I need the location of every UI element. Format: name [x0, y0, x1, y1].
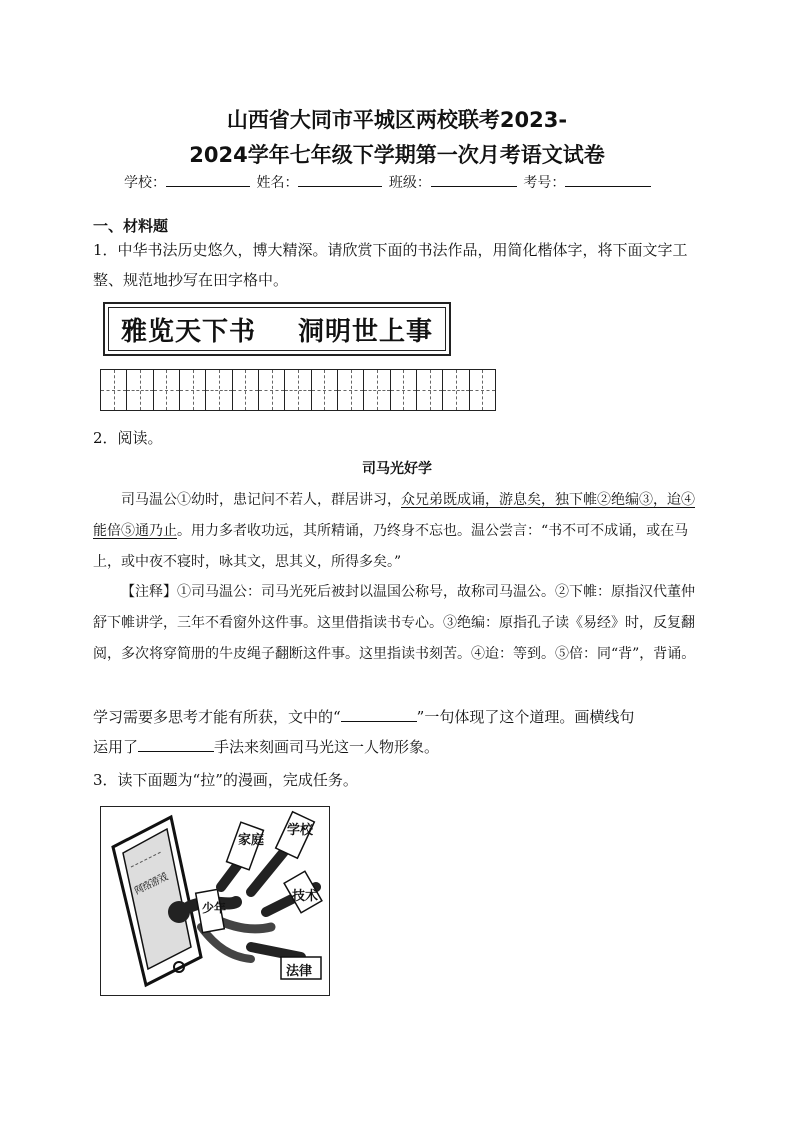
school-blank[interactable] [166, 172, 250, 187]
cartoon-label-school: 学校 [287, 823, 314, 838]
tianzige-cell[interactable] [417, 370, 443, 410]
tianzige-cell[interactable] [154, 370, 180, 410]
cartoon-label-youth: 少年 [202, 901, 227, 915]
calligraphy-left: 雅览天下书 [121, 316, 257, 347]
name-label: 姓名： [256, 175, 299, 191]
tianzige-cell[interactable] [101, 370, 127, 410]
q2-question-part-b: ”一句体现了这个道理。画横线句 [416, 708, 635, 726]
cartoon-label-law: 法律 [286, 964, 313, 979]
tianzige-cell[interactable] [180, 370, 206, 410]
section-heading: 一、材料题 [93, 217, 169, 235]
exam-number-label: 考号： [523, 175, 566, 191]
q2-question [93, 702, 701, 762]
q2-answer-blank-1[interactable] [341, 706, 417, 722]
class-label: 班级： [388, 175, 431, 191]
class-blank[interactable] [431, 172, 517, 187]
passage-underlined-sentence: 众兄弟既成诵，游息矣，独下帷②绝编③，迨④能倍⑤通乃止 [93, 492, 695, 539]
q2-question-part-d: 手法来刻画司马光这一人物形象。 [214, 738, 440, 756]
q2-label: 2．阅读。 [93, 429, 163, 447]
calligraphy-image [103, 302, 451, 356]
tianzige-cell[interactable] [285, 370, 311, 410]
cartoon-phone-screen-text: 网络游戏 [133, 872, 171, 898]
q2-answer-blank-2[interactable] [138, 736, 214, 752]
tianzige-grid[interactable] [100, 369, 496, 411]
tianzige-cell[interactable] [338, 370, 364, 410]
page-title-line2: 2024学年七年级下学期第一次月考语文试卷 [189, 143, 605, 167]
exam-number-blank[interactable] [565, 172, 651, 187]
passage-notes: 【注释】①司马温公：司马光死后被封以温国公称号，故称司马温公。②下帷：原指汉代董仲舒下帷讲学，三年不看窗外这件事。这里借指读书专心。③绝编：原指孔子读《易经》时，反复翻阅，多次将穿简册的牛皮绳子翻断这件事。这里指读书刻苦。④迨：等到。⑤倍：同“背”，背诵。 [93, 584, 696, 662]
q3-text: 3．读下面题为“拉”的漫画，完成任务。 [93, 771, 358, 789]
passage-text-a: 司马温公①幼时，患记问不若人，群居讲习， [121, 492, 401, 508]
school-label: 学校： [124, 175, 166, 191]
passage-text-b: 。用力多者收功远，其所精诵，乃终身不忘也。温公尝言：“书不可不成诵，或在马上，或中夜不寝时，咏其文，思其义，所得多矣。” [93, 523, 689, 570]
q2-question-part-a: 学习需要多思考才能有所获，文中的“ [93, 708, 341, 726]
calligraphy-right: 洞明世上事 [297, 316, 433, 347]
tianzige-cell[interactable] [443, 370, 469, 410]
tianzige-cell[interactable] [206, 370, 232, 410]
page-title-line1: 山西省大同市平城区两校联考2023- [226, 108, 568, 132]
cartoon-image [100, 806, 330, 996]
tianzige-cell[interactable] [233, 370, 259, 410]
q1-text: 1．中华书法历史悠久，博大精深。请欣赏下面的书法作品，用简化楷体字，将下面文字工整、规范地抄写在田字格中。 [93, 241, 688, 289]
q2-question-part-c: 运用了 [93, 738, 139, 756]
tianzige-cell[interactable] [470, 370, 495, 410]
tianzige-cell[interactable] [312, 370, 338, 410]
tianzige-cell[interactable] [259, 370, 285, 410]
tianzige-cell[interactable] [391, 370, 417, 410]
passage-paragraph [93, 485, 701, 578]
tianzige-cell[interactable] [127, 370, 153, 410]
tianzige-cell[interactable] [364, 370, 390, 410]
name-blank[interactable] [298, 172, 382, 187]
cartoon-label-tech: 技术 [292, 889, 319, 904]
student-info-row [124, 172, 653, 192]
passage-title: 司马光好学 [362, 461, 432, 477]
cartoon-label-family: 家庭 [238, 833, 265, 848]
